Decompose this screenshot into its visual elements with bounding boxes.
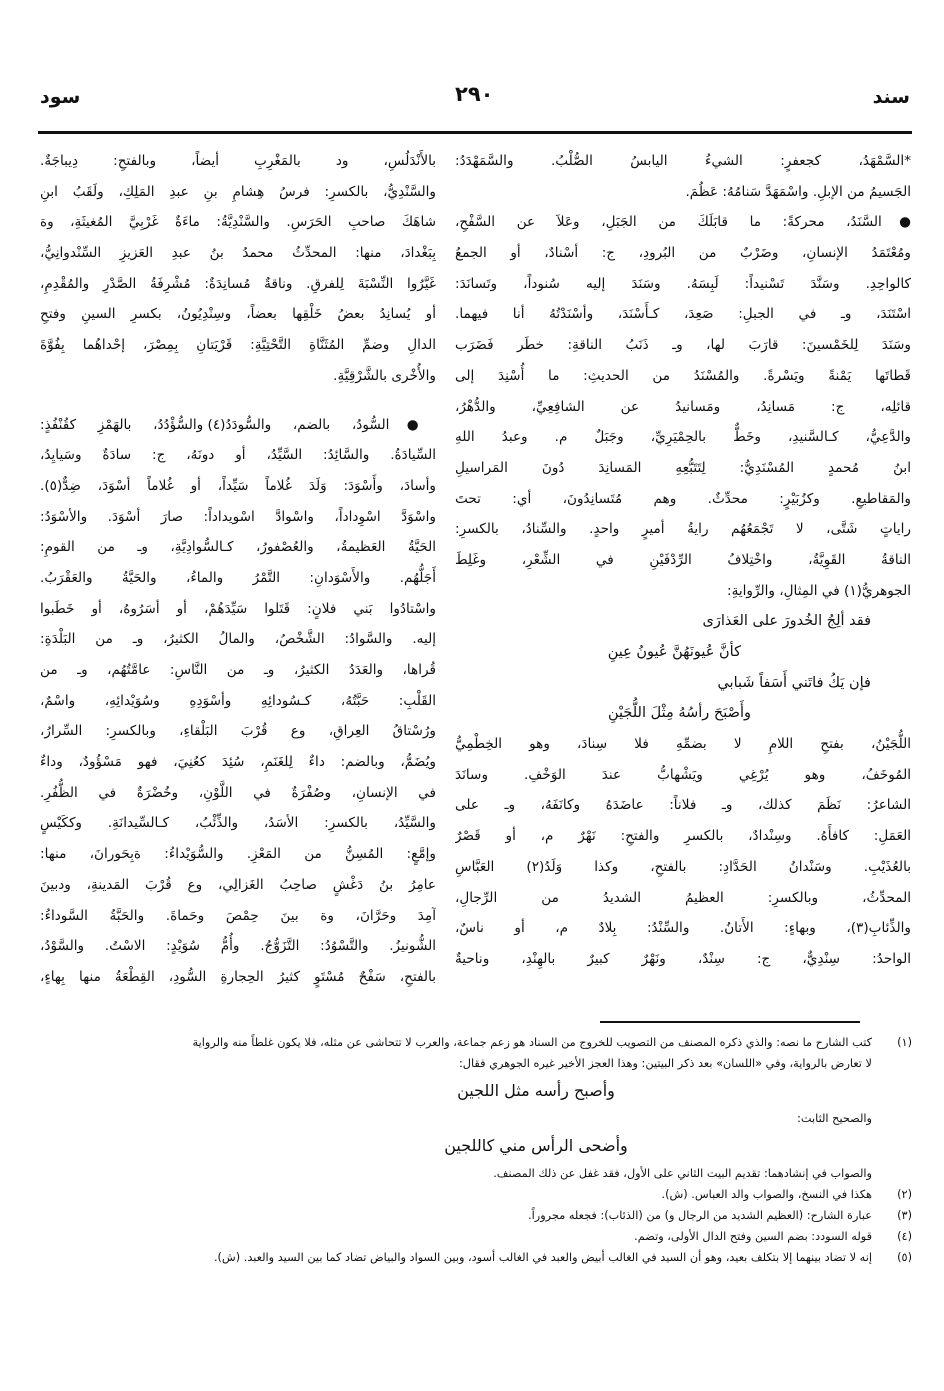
text-line: اسْتَنَدَ، وـ في الجبلِ: صَعِدَ، كـأَسْنَدَ، وأسْنَدْتُهُ أنا فيهما.: [455, 306, 911, 323]
text-line: الدالِ وضمِّ المُثَنَّاةِ التَّحْتِيَّةِ: قَرْيَتانِ بِمِصْرَ، إحْداهُما بِفُوَّةَ: [40, 337, 436, 354]
footnote-5: [40, 1247, 912, 1268]
text-line: بِبَغْدادَ، منها: المحدِّثُ محمدُ بنُ عبدِ العَزيزِ السِّنْدوانِيُّ،: [40, 245, 436, 262]
header-rule: [38, 131, 912, 134]
text-line: في الإنسانِ، وصُفْرَةٌ في اللَّوْنِ، وخُضْرَةٌ في الظُّفُرِ.: [40, 784, 436, 801]
footnote-text: والصواب في إنشادهما: تقديم البيت الثاني على الأول، فقد غفل عن ذلك المصنف.: [493, 1167, 872, 1180]
text-line: ●السَّنَدُ، محركةً: ما قابَلَكَ من الجَبَلِ، وعَلاَ عن السَّفْحِ،: [455, 214, 911, 231]
footnote-number: (٣): [897, 1209, 912, 1222]
footnotes: [40, 1032, 912, 1268]
text-line: والسَّنْدِيُّ، بالكسرِ: فرسُ هِشامِ بنِ عبدِ المَلِكِ، ولَقَبُ ابنِ: [40, 183, 436, 200]
text-line: الشُّونيزُ. والتَّسْوُدُ: التَّزَوُّجُ. وأُمُّ سُوَيْدٍ: الاسْتُ. والسَّوْدُ،: [40, 938, 436, 955]
text-line: المُوخَفُ، وهو يُرْغِي ويَشْهابُّ عندَ الوَخْفِ. وسانَدَ: [455, 766, 911, 783]
footnote-verse: وأصبح رأسه مثل اللجين: [457, 1081, 615, 1100]
text-line: الشاعرُ: نَظَمَ كذلك، وـ فلاناً: عاضَدَهُ وكانَفَهُ، وـ على: [455, 797, 911, 814]
poem-verses: [455, 606, 911, 729]
text-line: الجوهريُّ(١) في المِثالِ، والرِّوايةِ:: [726, 582, 911, 599]
text-line: أو يُسانِدُ بعضُ خَلْقِها بعضاً، وسِنْدِيُونُ، بكسرِ السينِ وفتحِ: [40, 306, 436, 323]
right-column: [455, 146, 911, 975]
footnote-2: [40, 1184, 912, 1205]
entry-samhad-sanad: [455, 146, 911, 606]
text-line: إليه. والسَّوادُ: الشَّخْصُ، والمالُ الكثيرُ، وـ من البَلْدَةِ:: [40, 631, 436, 648]
text-line: ومُعْتَمَدُ الإنسانِ، وضَرْبٌ من البُرودِ، ج: أسْنادٌ، أو الجمعُ: [455, 245, 911, 262]
text-line: والمَقاطيعِ. وكزُبَيْرٍ: محدِّثٌ. وهم مُتَسانِدُونَ، أي: تحتَ: [455, 490, 911, 507]
text-line: عامِرُ بنُ دَغْشٍ صاحِبُ الغَزالِي، وع قُرْبَ المَدينةِ، ودبينَ: [40, 876, 436, 893]
text-line: واسْتادُوا بَني فلانٍ: قَتَلوا سَيِّدَهُمْ، أو أسَرُوهُ، أو خَطَبوا: [40, 600, 436, 617]
verse-line: كأنَّ عُيونَهُنَّ عُيونُ عِينِ: [607, 644, 741, 660]
text-line: بالعُذَيْبِ. وسَنْدانُ الحَدَّادِ: بالفتحِ، وكذا وَلَدُ(٢) العَبَّاسِ: [455, 858, 911, 875]
entry-sanad-end: [40, 146, 436, 392]
text-line: واسْوَدَّ اسْوِداداً، واسْوادَّ اسْويداداً: صارَ أسْوَدَ. والأسْوَدُ:: [40, 508, 436, 525]
text-line: الواحدُ: سِنْدِيٌّ، ج: سِنْدٌ، ونَهْرٌ كبيرٌ بالهِنْدِ، وناحيةٌ: [455, 950, 911, 967]
text-line: والذِّئابِ(٣)، وبهاءٍ: الأَتانُ. والسِّنْدُ: بِلادٌ م، أو ناسٌ،: [455, 920, 911, 937]
text-line: غَيَّرُوا النِّسْبَةَ لِلفرقِ. وناقةٌ مُسانِدَةٌ: مُشْرِفَةُ الصَّدْرِ والمُقْدِمِ،: [40, 275, 436, 292]
footnote-3: [40, 1205, 912, 1226]
text-line: السِّيادَةُ. والسَّائِدُ: السَّيِّدُ، أو دونَهُ، ج: سادَةٌ وسَيايِدُ،: [40, 447, 436, 464]
footnote-text: قوله السودد: بضم السين وفتح الدال الأولى، وتضم.: [634, 1230, 872, 1243]
footnote-number: (٢): [897, 1188, 912, 1201]
text-line: الجَسيمُ من الإبلِ. واسْمَهَدَّ سَنامُهُ: عَظُمَ.: [685, 183, 911, 200]
page-number: ٢٩٠: [455, 82, 494, 106]
verse-line: فقد ألِجُ الخُدورَ على العَذارَى: [702, 613, 871, 630]
footnote-text: هكذا في النسخ، والصواب والد العباس. (ش).: [661, 1188, 872, 1201]
text-line: ●السُّودُ، بالضم، والسُّودَدُ(٤) والسُّؤْدُدُ، بالهَمْزِ كقُنْفُذٍ:: [40, 416, 436, 433]
footnote-rule: [600, 1021, 860, 1023]
footnote-text: لا تعارض بالرواية، وفي «اللسان» بعد ذكر البيتين: وهذا العجز الأخير غيره الجوهري فقال:: [458, 1057, 872, 1070]
text-line: شاهَكَ صاحبِ الحَرَسِ. والسَّنْدِيَّةُ: ماءَةٌ غَرْبِيَّ المُغيثَةِ، وة: [40, 214, 436, 231]
text-line: *السَّمْهَدُ، كجعفرٍ: الشيءُ اليابسُ الصُّلْبُ. والسَّمَهْدَدُ:: [455, 153, 911, 169]
text-line: العَمَلِ: كافأَهُ. وسِنْدادٌ، بالكسرِ والفتحِ: نَهْرٌ م، أو قَصْرٌ: [455, 828, 911, 845]
footnote-text: عبارة الشارح: (العظيم الشديد من الرجال و) من (الذئاب): فجعله مجروراً.: [528, 1209, 872, 1222]
footnote-1: [40, 1032, 912, 1053]
footnote-text: والصحيح الثابت:: [797, 1112, 872, 1125]
text-line: ابنُ مُحمدٍ المُسْنَدِيُّ: لِتَتَبُّعِهِ المَسانِدَ دُونَ المَراسيلِ: [455, 459, 911, 476]
footnote-text: كتب الشارح ما نصه: والذي ذكره المصنف من التصويب للخروج من السناد هو زعم جماعة، والعرب لا تتحاشى عن مثله، فلا يكون غلطاً منه والرواية: [192, 1036, 872, 1049]
text-line: والأُخْرى بالشَّرْقِيَّةِ.: [333, 367, 436, 384]
text-line: وأسادَ، وأَسْوَدَ: وَلَدَ غُلاماً سَيِّداً، أو غُلاماً أسْوَدَ، ضِدٌّ(٥).: [40, 477, 436, 494]
text-line: ورُسْتاقُ العِراقِ، وع قُرْبَ البَلْقاءِ، وبالكسرِ: السِّرارُ،: [40, 723, 436, 740]
verse-line: فإن يَكُ فاتَني أَسَفاً شَبابي: [717, 674, 871, 691]
text-line: الحَيَّةُ العَظيمةُ، والعُصْفورُ، كـالسُّوادِيَّةِ، وـ من القومِ:: [40, 539, 436, 556]
text-line: بالفتحِ، سَفْحٌ مُسْتَوٍ كثيرُ الحِجارةِ السُّودِ، القِطْعَةُ منها بِهاءٍ،: [40, 968, 436, 985]
text-line: وإمَّعٍ: المُسِنُّ من المَعْزِ. والسُّوَيْداءُ: ةبِحَورانَ، منها:: [40, 846, 436, 863]
footnote-4: [40, 1226, 912, 1247]
text-line: الناقةُ القَوِيَّةُ، واخْتِلافُ الرِّدْفَيْنِ في الشِّعْرِ، وغَلِطَ: [455, 551, 911, 568]
entry-sanad-continued: [455, 729, 911, 975]
text-line: راياتٍ شَتَّى، لا تَجْمَعُهُم رايةُ أميرٍ واحدٍ. والسِّنادُ، بالكسرِ:: [455, 521, 911, 538]
text-line: والدَّعِيُّ، كـالسَّنيدِ، وخَطٌّ بالحِمْيَرِيِّ، وجَبَلٌ م. وعبدُ اللهِ: [455, 429, 911, 446]
running-head-right: سند: [872, 86, 910, 108]
text-line: قائلِه، ج: مَسانِدُ، ومَسانيدُ عن الشافِعِيِّ، والدُّهْرُ،: [455, 398, 911, 415]
running-head-left: سود: [40, 86, 81, 108]
text-line: أَجَلُّهُم. والأَسْوَدانِ: التَّمْرُ والماءُ، والحَيَّةُ والعَقْرَبُ.: [40, 569, 436, 586]
text-line: القَلْبِ: حَبَّتُهُ، كـسُودائِهِ وأسْوَدِهِ وسُوَيْدائِهِ، واسْمٌ،: [40, 692, 436, 709]
footnote-number: (١): [897, 1036, 912, 1049]
entry-sud: [40, 410, 436, 993]
text-line: كالواحِدِ. وسَنَّدَ تَسْنيداً: لَبِسَهُ. وسَنَدَ إليه سُنوداً، وتَسانَدَ:: [455, 275, 911, 292]
verse-line: وأَصْبَحَ رأسُهُ مِثْلَ اللُّجَيْنِ: [607, 705, 751, 722]
footnote-verse: وأضحى الرأس مني كاللجين: [444, 1136, 628, 1155]
text-line: وسَنَدَ لِلخَمْسينَ: قارَبَ لها، وـ ذَنَبُ الناقةِ: خطَر فَضَرَب: [455, 337, 911, 354]
footnote-number: (٤): [897, 1230, 912, 1243]
text-line: المحدِّثُ، وبالكسرِ: العظيمُ الشديدُ من الرِّجالِ،: [455, 889, 911, 906]
footnote-number: (٥): [897, 1251, 912, 1264]
text-line: قَطاتَها يَمْنةً ويَسْرةً. والمُسْنَدُ من الحديثِ: ما أُسْنِدَ إلى: [455, 367, 911, 384]
text-line: اللُّجَيْنُ، بفتحِ اللامِ لا بضمِّهِ فلا سِنادَ، وهو الخِطْمِيُّ: [455, 736, 911, 753]
footnote-text: إنه لا تضاد بينهما إلا بتكلف بعيد، وهو أن السيد في الغالب أبيض والعبد في الغالب أسود، وبين السواد والبياض تضاد كما بين السيد والعبد. (ش).: [213, 1251, 872, 1264]
text-line: بالأَنْدَلُسِ، ود بالمَغْرِبِ أيضاً، وبالفتحِ: دِيباجَةٌ.: [40, 153, 436, 169]
text-line: قُراها، والعَدَدُ الكثيرُ، وـ من النَّاسِ: عامَّتُهُم، وـ من: [40, 662, 436, 678]
text-line: ويُضَمُّ، وبالضم: داءٌ لِلغَنَمِ، سُئِدَ كعُنِيَ، فهو مَسْؤُودٌ، وداءٌ: [40, 754, 436, 771]
text-line: آمِدَ وحَرَّانَ، وة بينَ حِمْصَ وحَماةَ. والحَبَّةُ السَّوداءُ:: [40, 907, 436, 924]
left-column: [40, 146, 436, 993]
text-line: والسَّيِّدُ، بالكسرِ: الأسَدُ، والذِّئْبُ، كـالسِّيدانَةِ. وككَيْسٍ: [40, 815, 436, 832]
